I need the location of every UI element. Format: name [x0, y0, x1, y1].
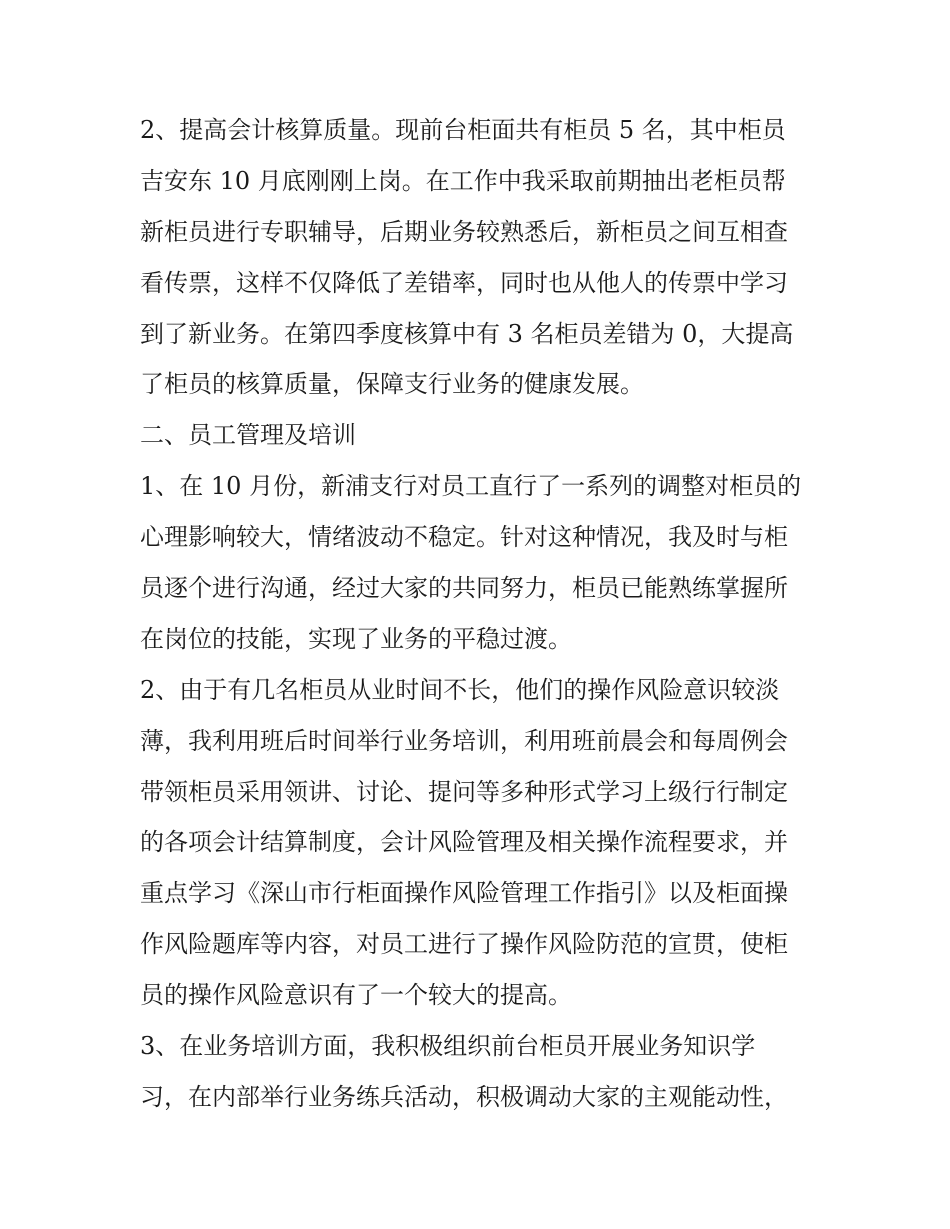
document-body	[140, 105, 830, 1123]
text-line-18: 员的操作风险意识有了一个较大的提高。	[140, 981, 572, 1010]
text-line-20: 习，在内部举行业务练兵活动，积极调动大家的主观能动性，	[140, 1082, 788, 1111]
text-line-10: 员逐个进行沟通，经过大家的共同努力，柜员已能熟练掌握所	[140, 574, 788, 603]
section-heading: 二、员工管理及培训	[140, 421, 356, 450]
text-line-13: 薄，我利用班后时间举行业务培训，利用班前晨会和每周例会	[140, 726, 788, 755]
text-line-16: 重点学习《深山市行柜面操作风险管理工作指引》以及柜面操	[140, 879, 788, 908]
text-line-3: 新柜员进行专职辅导，后期业务较熟悉后，新柜员之间互相查	[140, 217, 788, 246]
text-line-12: 2、由于有几名柜员从业时间不长，他们的操作风险意识较淡	[140, 675, 780, 704]
text-line-11: 在岗位的技能，实现了业务的平稳过渡。	[140, 624, 572, 653]
text-line-17: 作风险题库等内容，对员工进行了操作风险防范的宣贯，使柜	[140, 930, 788, 959]
text-line-14: 带领柜员采用领讲、讨论、提问等多种形式学习上级行行制定	[140, 777, 788, 806]
text-line-4: 看传票，这样不仅降低了差错率，同时也从他人的传票中学习	[140, 268, 788, 297]
text-line-15: 的各项会计结算制度，会计风险管理及相关操作流程要求，并	[140, 828, 788, 857]
text-line-5: 到了新业务。在第四季度核算中有 3 名柜员差错为 0，大提高	[140, 319, 794, 348]
text-line-6: 了柜员的核算质量，保障支行业务的健康发展。	[140, 370, 644, 399]
text-line-1: 2、提高会计核算质量。现前台柜面共有柜员 5 名，其中柜员	[140, 116, 786, 144]
text-line-9: 心理影响较大，情绪波动不稳定。针对这种情况，我及时与柜	[140, 523, 788, 552]
text-line-2: 吉安东 10 月底刚刚上岗。在工作中我采取前期抽出老柜员帮	[140, 166, 786, 195]
text-line-8: 1、在 10 月份，新浦支行对员工直行了一系列的调整对柜员的	[140, 472, 802, 501]
text-line-19: 3、在业务培训方面，我积极组织前台柜员开展业务知识学	[140, 1032, 756, 1061]
